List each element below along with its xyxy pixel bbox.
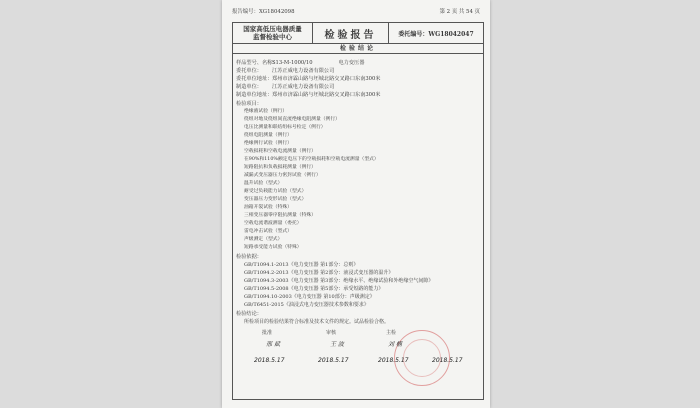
maker-address-value: 郑州市济霖山路与坯城北路交叉路口东南300米 <box>272 92 381 98</box>
list-item: 空载损耗和空载电流测量（例行） <box>244 149 316 154</box>
document-title: 检验报告 <box>313 23 389 43</box>
client-row <box>236 68 334 74</box>
org-line-1: 国家高低压电器质量 <box>243 25 302 33</box>
list-item: 雷电冲击试验（型式） <box>244 229 292 234</box>
client-address-value: 郑州市济霖山路与坯城北路交叉路口东南300米 <box>272 76 381 82</box>
list-item: 绕组对地及绕组间直流绝缘电阻测量（例行） <box>244 117 340 122</box>
check-signature: 刘 楠 <box>388 341 402 348</box>
conclusion-text: 所检项目的检验结果符合标准及技术文件的规定。试品检验合格。 <box>244 319 390 325</box>
report-number: 报告编号：XG18042098 <box>232 9 295 15</box>
list-item: 三相变压器零序阻抗测量（特殊） <box>244 213 316 218</box>
list-item: 油箱开裂试验（特殊） <box>244 205 292 210</box>
standards-title: 检验依据： <box>236 254 262 260</box>
client-address-label: 委托单位地址： <box>236 76 273 82</box>
conclusion-heading: 检验结论 <box>232 44 484 54</box>
list-item: 温升试验（型式） <box>244 181 283 186</box>
list-item: 短路阻抗和负载损耗测量（例行） <box>244 165 316 170</box>
list-item: GB/T1094.10-2003《电力变压器 第10部分：声级测定》 <box>244 294 375 300</box>
review-signature: 王 波 <box>330 341 344 348</box>
list-item: 绝缘液试验（例行） <box>244 109 288 114</box>
maker-value: 江苏正威电力设备有限公司 <box>272 84 335 90</box>
approve-signature: 邢 斌 <box>266 341 280 348</box>
approve-label: 批准 <box>262 330 273 336</box>
list-item: 变压器压力变形试验（型式） <box>244 197 307 202</box>
page-number: 第 2 页 共 54 页 <box>439 9 480 15</box>
list-item: GB/T1094.2-2013《电力变压器 第2部分：液浸式变压器的温升》 <box>244 270 394 276</box>
list-item: 电压比测量和联结组标号检定（例行） <box>244 125 326 130</box>
list-item: 减漏式变压器压力密封试验（例行） <box>244 173 321 178</box>
items-title: 检验项目： <box>236 101 262 107</box>
list-item: 绝缘例行试验（例行） <box>244 141 292 146</box>
sample-value: S13-M-1000/10 电力变压器 <box>272 60 365 66</box>
check-label: 主检 <box>386 330 397 336</box>
header-table <box>232 22 484 44</box>
maker-address-label: 制造单位地址： <box>236 92 273 98</box>
list-item: GB/T1094.5-2008《电力变压器 第5部分：承受短路的能力》 <box>244 286 384 292</box>
report-page <box>222 0 490 408</box>
date-2: 2018.5.17 <box>318 357 349 364</box>
conclusion-title: 检验结论： <box>236 311 262 317</box>
list-item: GB/T1094.3-2003《电力变压器 第3部分：绝缘水平、绝缘试验和外绝缘空气间隙》 <box>244 278 434 284</box>
date-1: 2018.5.17 <box>254 357 285 364</box>
sample-label: 样品型号、名称： <box>236 60 278 66</box>
date-3: 2018.5.17 <box>378 357 409 364</box>
client-value: 江苏正威电力设备有限公司 <box>272 68 335 74</box>
list-item: 绕组电阻测量（例行） <box>244 133 292 138</box>
list-item: 短路承受能力试验（特殊） <box>244 245 302 250</box>
list-item: GB/T6451-2015《油浸式电力变压器技术参数和要求》 <box>244 302 369 308</box>
date-4: 2018.5.17 <box>432 357 463 364</box>
list-item: GB/T1094.1-2013《电力变压器 第1部分：总则》 <box>244 262 359 268</box>
review-label: 审核 <box>326 330 337 336</box>
org-line-2: 监督检验中心 <box>253 33 292 41</box>
list-item: 声级测定（型式） <box>244 237 283 242</box>
client-address-row <box>236 76 380 82</box>
maker-label: 制造单位： <box>236 84 262 90</box>
list-item: 空载电流谐波测量（委托） <box>244 221 302 226</box>
organization-name <box>233 23 313 43</box>
list-item: 在90%和110%额定电压下的空载损耗和空载电流测量（型式） <box>244 157 379 162</box>
client-label: 委托单位： <box>236 68 262 74</box>
list-item: 耐受过负载能力试验（型式） <box>244 189 307 194</box>
client-number: 委托编号：WG18042047 <box>398 30 474 38</box>
maker-address-row <box>236 92 380 98</box>
sample-row <box>236 60 364 66</box>
maker-row <box>236 84 334 90</box>
